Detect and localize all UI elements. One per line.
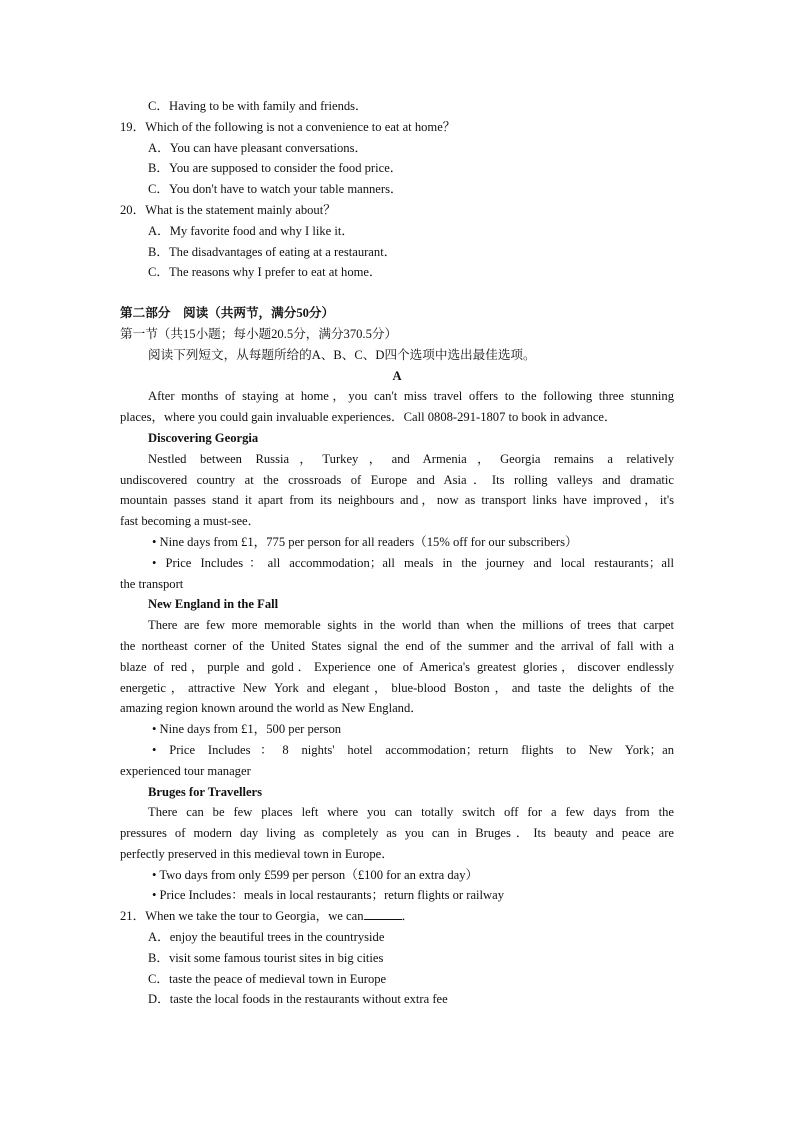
q21-stem-text: 21．When we take the tour to Georgia，we can xyxy=(120,909,364,924)
georgia-text-2: undiscovered country at the crossroads of Europe and Asia．Its rolling valleys and dramatic xyxy=(120,472,674,487)
england-heading: New England in the Fall xyxy=(148,597,279,612)
england-text-1: There are few more memorable sights in the world than when the millions of trees that carpet xyxy=(148,618,674,633)
bruges-bullet-includes: • Price Includes：meals in local restaurants；return flights or railway xyxy=(152,888,505,903)
intro-line-1: After months of staying at home，you can't miss travel offers to the following three stunning xyxy=(148,389,674,404)
england-text-2: the northeast corner of the United States signal the end of the summer and the arrival of fall with a xyxy=(120,638,674,653)
q21-option-c: C．taste the peace of medieval town in Europe xyxy=(148,971,387,986)
georgia-bullet-includes-cont: the transport xyxy=(120,576,184,591)
georgia-text-1: Nestled between Russia，Turkey，and Armenia，Georgia remains a relatively xyxy=(148,451,674,466)
georgia-text-4: fast becoming a must-see． xyxy=(120,514,261,529)
section1-title: 第一节（共15小题；每小题20.5分，满分370.5分） xyxy=(120,326,398,341)
england-text-4: energetic，attractive New York and elegant，blue-blood Boston，and taste the delights of the xyxy=(120,680,674,695)
england-text-5: amazing region known around the world as New England． xyxy=(120,701,423,716)
georgia-bullet-price: • Nine days from £1，775 per person for all readers（15% off for our subscribers） xyxy=(152,534,578,549)
q21-option-a: A．enjoy the beautiful trees in the countryside xyxy=(148,930,385,945)
q19-option-b: B．You are supposed to consider the food price． xyxy=(148,161,403,176)
q19-stem: 19．Which of the following is not a convenience to eat at home？ xyxy=(120,119,456,134)
q21-stem xyxy=(120,906,674,927)
q18-option-c: C．Having to be with family and friends． xyxy=(148,99,368,113)
reading-instruction: 阅读下列短文，从每题所给的A、B、C、D四个选项中选出最佳选项。 xyxy=(148,347,536,362)
q21-stem-end: ． xyxy=(401,909,415,924)
passage-label: A xyxy=(392,368,402,383)
intro-line-2: places，where you could gain invaluable experiences．Call 0808-291-1807 to book in advance． xyxy=(120,410,617,425)
part2-title: 第二部分 阅读（共两节，满分50分） xyxy=(120,306,335,321)
england-bullet-includes: • Price Includes：8 nights' hotel accommodation；return flights to New York；an xyxy=(152,742,674,757)
q20-option-c: C．The reasons why I prefer to eat at home． xyxy=(148,265,382,280)
section-spacer xyxy=(120,283,674,303)
georgia-text-3: mountain passes stand it apart from its neighbours and，now as transport links have improved，it's xyxy=(120,493,674,508)
england-text-3: blaze of red，purple and gold．Experience one of America's greatest glories，discover endlessly xyxy=(120,659,674,674)
georgia-bullet-includes: • Price Includes：all accommodation；all meals in the journey and local restaurants；all xyxy=(152,555,674,570)
bruges-text-2: pressures of modern day living as completely as you can in Bruges．Its beauty and peace are xyxy=(120,826,674,841)
england-bullet-price: • Nine days from £1，500 per person xyxy=(152,722,342,737)
bruges-text-1: There can be few places left where you can totally switch off for a few days from the xyxy=(148,805,674,820)
q19-option-a: A．You can have pleasant conversations． xyxy=(148,140,368,155)
q20-option-b: B．The disadvantages of eating at a restaurant． xyxy=(148,244,397,259)
bruges-text-3: perfectly preserved in this medieval town in Europe． xyxy=(120,846,394,861)
answer-blank xyxy=(364,907,402,920)
bruges-heading: Bruges for Travellers xyxy=(148,784,263,799)
q19-option-c: C．You don't have to watch your table manners． xyxy=(148,182,403,197)
exam-page xyxy=(120,96,674,1010)
q20-option-a: A．My favorite food and why I like it． xyxy=(148,223,355,238)
georgia-heading: Discovering Georgia xyxy=(148,430,259,445)
q20-stem: 20．What is the statement mainly about？ xyxy=(120,202,336,217)
q21-option-b: B．visit some famous tourist sites in big cities xyxy=(148,950,384,965)
bruges-bullet-price: • Two days from only £599 per person（£100 for an extra day） xyxy=(152,867,479,882)
england-bullet-includes-cont: experienced tour manager xyxy=(120,763,251,778)
q21-option-d: D．taste the local foods in the restaurants without extra fee xyxy=(148,992,448,1007)
